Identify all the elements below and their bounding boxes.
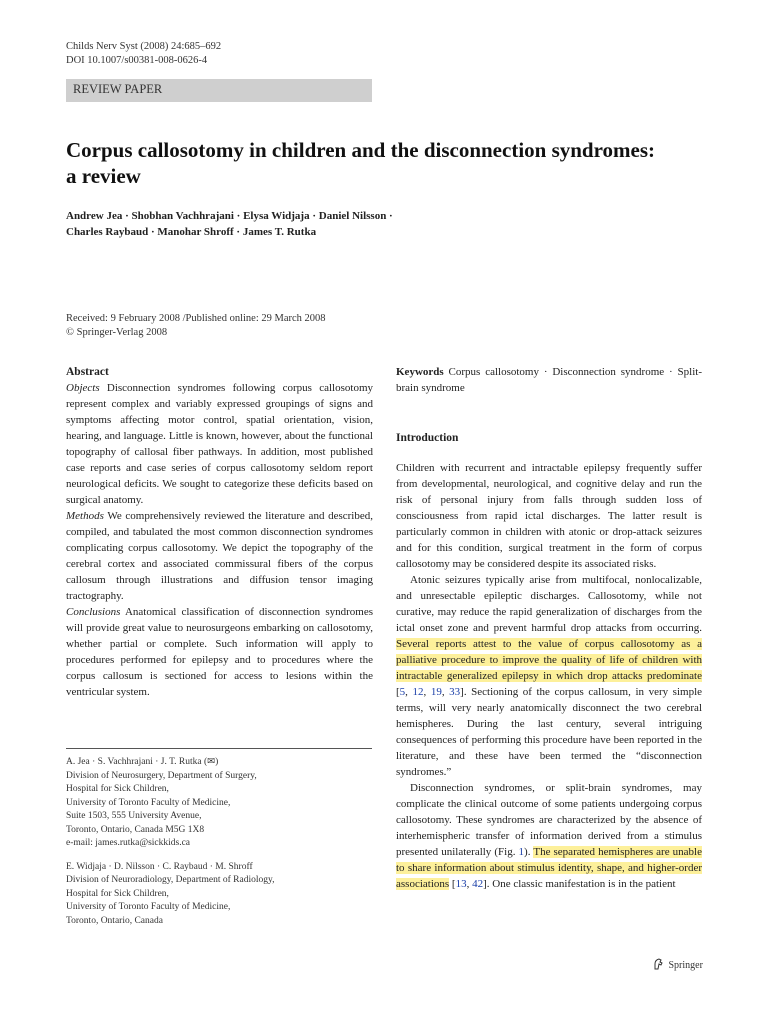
methods-label: Methods <box>66 510 104 522</box>
keywords-text: Corpus callosotomy · Disconnection syndrome · Split-brain syndrome <box>396 366 702 394</box>
springer-horse-icon <box>652 960 669 971</box>
doi: DOI 10.1007/s00381-008-0626-4 <box>66 55 208 66</box>
journal-citation <box>66 40 221 68</box>
author-list: Andrew Jea · Shobhan Vachhrajani · Elysa Widjaja · Daniel Nilsson · Charles Raybaud · Manohar Shroff · James T. Rutka <box>66 210 393 238</box>
email-link[interactable]: e-mail: james.rutka@sickkids.ca <box>66 838 191 848</box>
publisher-name: Springer <box>668 960 703 971</box>
keywords-label: Keywords <box>396 366 444 378</box>
highlighted-text: Several reports attest to the value of corpus callosotomy as a palliative procedure to improve the quality of life of children with intractable generalized epilepsy in which drop attacks predominate <box>396 638 702 682</box>
publisher-footer <box>652 958 703 971</box>
affiliation-line: E. Widjaja · D. Nilsson · C. Raybaud · M. Shroff <box>66 861 253 872</box>
p2-text-a: Atonic seizures typically arise from multifocal, nonlocalizable, and unresectable epileptic discharges. Callosotomy, while not curative, may reduce the rapid generalization of discharges from the ictal onset zone and prevent harmful drop attacks from occurring. <box>396 574 702 634</box>
citation-link[interactable]: 42 <box>472 878 484 890</box>
citation-link[interactable]: 12 <box>412 686 424 698</box>
section-label-bar <box>66 79 372 102</box>
p2-text-b: ]. Sectioning of the corpus callosum, in very simple terms, will very nearly anatomically disconnect the two cerebral hemispheres. During the last century, several intriguing consequences of performing this procedure have been reported in the literature, and these have been termed the “disconnection syndromes.” <box>396 686 703 778</box>
received-line: Received: 9 February 2008 /Published online: 29 March 2008 <box>66 313 326 324</box>
citation-link[interactable]: 13 <box>455 878 467 890</box>
abstract-objects <box>66 380 373 508</box>
highlighted-text: The separated hemispheres are unable to share information about stimulus identity, shape, and higher-order associations <box>396 846 702 890</box>
p3-text-b: ). <box>524 846 534 858</box>
conclusions-text: Anatomical classification of disconnection syndromes will provide great value to neurosurgeons embarking on callosotomy, whether partial or complete. Such information will apply to procedures performed for epilepsy and to procedures where the corpus callosum is sectioned for access to lesions within the ventricular system. <box>66 606 373 698</box>
footnote-divider <box>66 748 372 749</box>
keywords <box>396 364 702 396</box>
section-label: REVIEW PAPER <box>73 82 163 96</box>
affiliation-line: Hospital for Sick Children, <box>66 784 169 794</box>
p3-text-c: ]. One classic manifestation is in the patient <box>483 878 676 890</box>
figure-link[interactable]: 1 <box>518 846 525 858</box>
abstract-conclusions <box>66 604 373 700</box>
abstract-methods <box>66 508 373 604</box>
affiliation-block-2 <box>66 861 372 929</box>
affiliation-line: Hospital for Sick Children, <box>66 888 169 899</box>
ref-bracket: [ <box>449 878 456 890</box>
citation-link[interactable]: 19 <box>430 686 442 698</box>
p3-text-a: Disconnection syndromes, or split-brain syndromes, may complicate the clinical outcome of some patients undergoing corpus callosotomy. These syndromes are characterized by the absence of interhemispheric transfer of information derived from a stimulus presented unilaterally (Fig. <box>396 782 702 858</box>
affiliation-block-1 <box>66 756 372 851</box>
objects-label: Objects <box>66 382 100 394</box>
objects-text: Disconnection syndromes following corpus callosotomy represent complex and variably expressed groupings of signs and symptoms affecting motor control, spatial orientation, vision, hearing, and language. Little is known, however, about the functional topography of callosal fiber pathways. In addition, most published case reports and case series of corpus callosotomy seldom report neurological deficits. We sought to categorize these deficits based on surgical anatomy. <box>66 382 373 506</box>
conclusions-label: Conclusions <box>66 606 121 618</box>
affiliation-line: Division of Neuroradiology, Department of Radiology, <box>66 875 275 885</box>
citation-link[interactable]: 5 <box>399 686 406 698</box>
affiliation-line: Suite 1503, 555 University Avenue, <box>66 811 202 821</box>
affiliation-line: Toronto, Ontario, Canada <box>66 915 163 926</box>
citation-link[interactable]: 33 <box>449 686 461 698</box>
journal-volume: Childs Nerv Syst (2008) 24:685–692 <box>66 41 222 52</box>
abstract-heading: Abstract <box>66 366 109 378</box>
left-column <box>66 364 373 700</box>
copyright-line: © Springer-Verlag 2008 <box>66 327 168 338</box>
right-column <box>396 364 702 892</box>
affiliation-line: Toronto, Ontario, Canada M5G 1X8 <box>66 824 205 835</box>
affiliation-line: University of Toronto Faculty of Medicine, <box>66 797 231 808</box>
intro-paragraph-2: Atonic seizures typically arise from multifocal, nonlocalizable, and unresectable epileptic discharges. Callosotomy, while not curative, may reduce the rapid generalization of discharges from the ictal onset zone and prevent harmful drop attacks from occurring. Several reports attest to the value of corpus callosotomy as a palliative procedure to improve the quality of life of children with intractable generalized epilepsy in which drop attacks predominate [5, 12, 19, 33]. Sectioning of the corpus callosum, in very simple terms, will very nearly anatomically disconnect the two cerebral hemispheres. During the last century, several intriguing consequences of performing this procedure have been reported in the literature, and these have been termed the “disconnection syndromes.” <box>396 574 703 778</box>
affiliation-line: University of Toronto Faculty of Medicine, <box>66 902 231 912</box>
article-title: Corpus callosotomy in children and the disconnection syndromes: a review <box>66 138 656 188</box>
publication-dates <box>66 312 326 340</box>
methods-text: We comprehensively reviewed the literature and described, compiled, and tabulated the most common disconnection syndromes complicating corpus callosotomy. We depict the topography of the cerebral cortex and associated commissural fibers of the corpus callosum through illustrations and diffusion tensor imaging tractography. <box>66 510 373 602</box>
intro-paragraph-1: Children with recurrent and intractable epilepsy frequently suffer from developmental, neurological, and cognitive delay and run the risk of personal injury from falls through sudden loss of consciousness from rapid ictal discharges. The latter result is particularly common in children with atonic or drop-attack seizures and for this condition, surgical treatment in the form of corpus callosotomy may be considered despite its associated risks. <box>396 462 702 570</box>
affiliations <box>66 756 372 938</box>
affiliation-line: A. Jea · S. Vachhrajani · J. T. Rutka (✉) <box>66 757 219 767</box>
intro-paragraph-3: Disconnection syndromes, or split-brain syndromes, may complicate the clinical outcome of some patients undergoing corpus callosotomy. These syndromes are characterized by the absence of interhemispheric transfer of information derived from a stimulus presented unilaterally (Fig. 1). The separated hemispheres are unable to share information about stimulus identity, shape, and higher-order associations [13, 42]. One classic manifestation is in the patient <box>396 782 702 890</box>
introduction-heading: Introduction <box>396 432 459 444</box>
affiliation-line: Division of Neurosurgery, Department of Surgery, <box>66 770 257 781</box>
ref-bracket: [ <box>396 686 400 698</box>
